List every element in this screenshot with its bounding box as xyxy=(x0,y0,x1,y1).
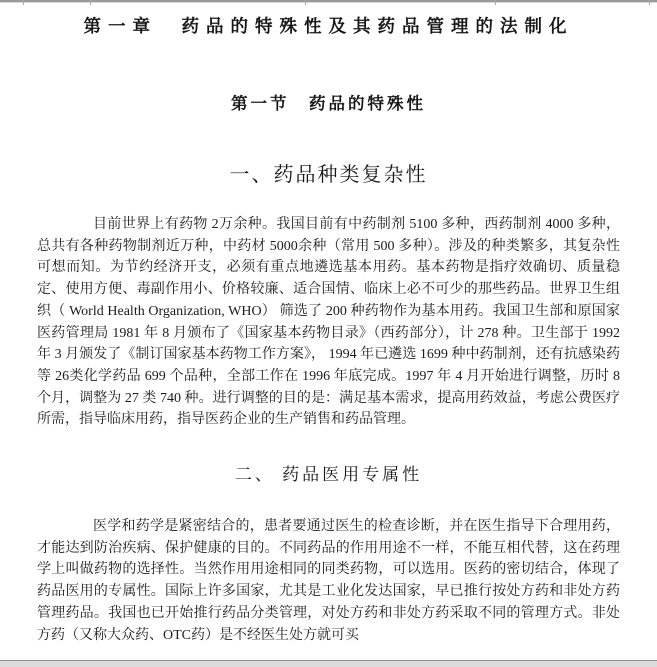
page-bottom-edge xyxy=(0,660,657,667)
subsection-heading-2: 二、 药品医用专属性 xyxy=(234,465,423,485)
chapter-title: 第一章 药品的特殊性及其药品管理的法制化 xyxy=(83,16,574,36)
subsection-heading-1: 一、药品种类复杂性 xyxy=(229,164,428,186)
paragraph-medical-exclusivity: 医学和药学是紧密结合的，患者要通过医生的检查诊断，并在医生指导下合理用药，才能达到防治疾病、保护健康的目的。不同药品的作用用途不一样，不能互相代替，这在药理学上叫做药物的选择性。当然作用用途相同的同类药物，可以选用。医药的密切结合，体现了药品医用的专属性。国际上许多国家，尤其是工业化发达国家，早已推行按处方药和非处方药管理药品。我国也已开始推行药品分类管理，对处方药和非处方药采取不同的管理方式。非处方药（又称大众药、OTC药）是不经医生处方就可买 xyxy=(37,519,620,643)
paragraph-drug-variety: 目前世界上有药物 2万余种。我国目前有中药制剂 5100 多种，西药制剂 4000 多种，总共有各种药物制剂近万种，中药材 5000余种（常用 500 多种）。涉及的种类繁多，其复杂性可想而知。为节约经济开支，必须有重点地遴选基本用药。基本药物是指疗效确切、质量稳定、使用方便、毒副作用小、价格较廉、适合国情、临床上必不可少的那些药品。世界卫生组织（ World Health Organization, WHO） 筛选了 200 种药物作为基本用药。我国卫生部和原国家医药管理局 1981 年 8 月颁布了《国家基本药物目录》（西药部分），计 278 种。卫生部于 1992 年 3 月颁发了《制订国家基本药物工作方案》， 1994 年已遴选 1699 种中药制剂，还有抗感染药等 26类化学药品 699 个品种，全部工作在 1996 年底完成。1997 年 4 月开始进行调整，历时 8 个月，调整为 27 类 740 种。进行调整的目的是：满足基本需求，提高用药效益，考虑公费医疗所需，指导临床用药，指导医药企业的生产销售和药品管理。 xyxy=(37,217,620,428)
section-title: 第一节 药品的特殊性 xyxy=(231,94,426,113)
